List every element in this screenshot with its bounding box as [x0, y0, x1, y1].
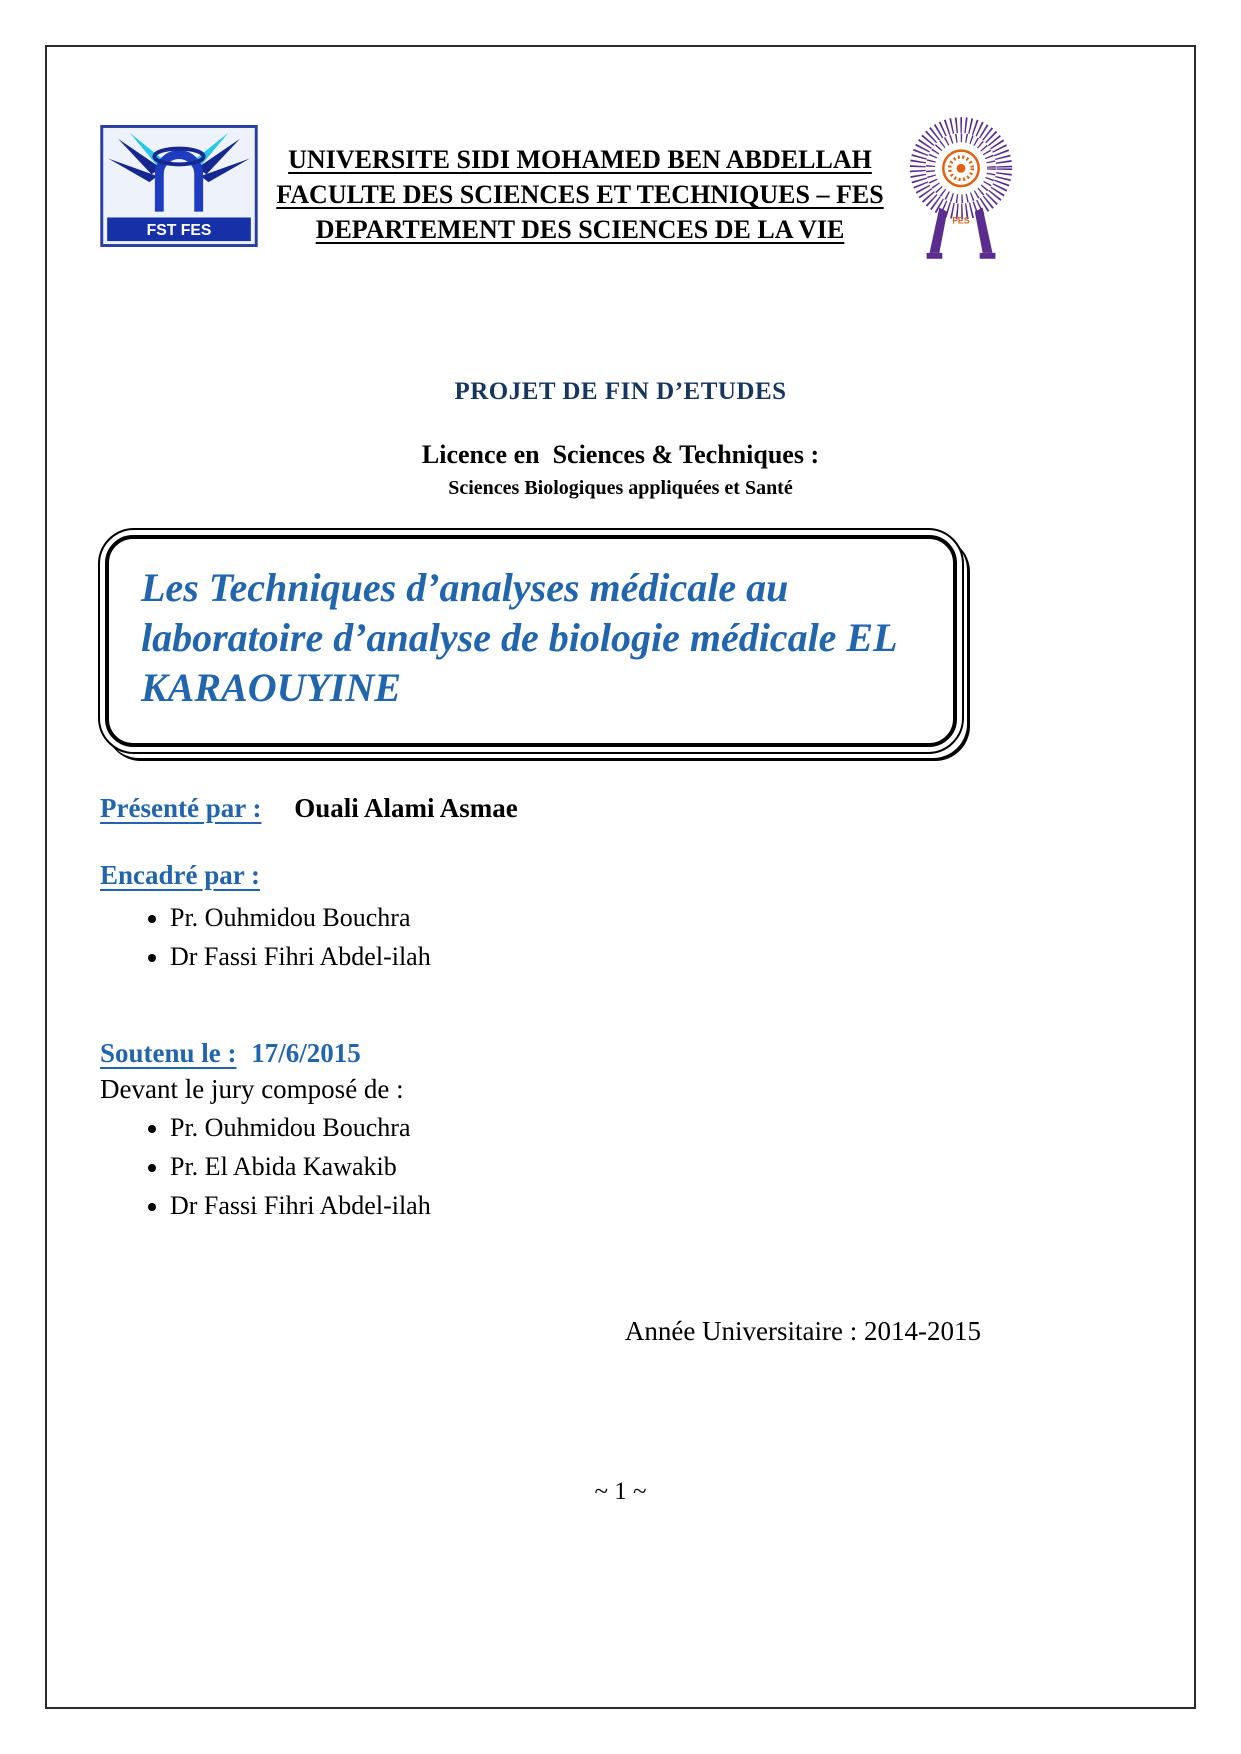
seal-text: FES: [952, 215, 970, 226]
fst-fes-logo-text: FST FES: [146, 222, 212, 240]
presented-by-label: Présenté par :: [100, 793, 262, 823]
project-type-heading: PROJET DE FIN D’ETUDES: [454, 378, 787, 405]
title-box-inner: [105, 535, 957, 747]
department-name: DEPARTEMENT DES SCIENCES DE LA VIE: [315, 215, 845, 244]
document-title: Les Techniques d’analyses médicale au laboratoire d’analyse de biologie médicale EL KARAOUYINE: [141, 565, 897, 710]
jury-member-item: • Pr. Ouhmidou Bouchra: [170, 1108, 431, 1147]
university-name: UNIVERSITE SIDI MOHAMED BEN ABDELLAH: [288, 145, 872, 174]
supervised-by-label: Encadré par :: [100, 860, 260, 890]
jury-list: [128, 1108, 431, 1225]
title-box: [98, 528, 964, 754]
defense-date-row: [100, 1038, 361, 1069]
author-name: Ouali Alami Asmae: [294, 793, 518, 823]
fst-fes-logo-icon: [100, 125, 258, 247]
defense-date-value: 17/6/2015: [251, 1038, 361, 1068]
academic-year: Année Universitaire : 2014-2015: [624, 1316, 981, 1346]
university-header: [262, 142, 898, 247]
degree-line: Licence en Sciences & Techniques :: [421, 440, 820, 469]
jury-intro-line: Devant le jury composé de :: [100, 1074, 404, 1104]
jury-member-item: • Pr. El Abida Kawakib: [170, 1147, 431, 1186]
presented-by-row: [100, 793, 518, 824]
supervised-by-row: [100, 860, 260, 891]
supervisors-list: [128, 898, 431, 976]
university-seal-icon: [902, 112, 1020, 262]
degree-specialty-line: Sciences Biologiques appliquées et Santé: [448, 477, 793, 499]
supervisor-item: • Pr. Ouhmidou Bouchra: [170, 898, 431, 937]
jury-member-item: • Dr Fassi Fihri Abdel-ilah: [170, 1186, 431, 1225]
page-number: ~ 1 ~: [594, 1478, 647, 1505]
defense-date-label: Soutenu le :: [100, 1038, 237, 1068]
university-seal-logo: [902, 112, 1020, 262]
fst-fes-logo: [100, 125, 258, 247]
supervisor-item: • Dr Fassi Fihri Abdel-ilah: [170, 937, 431, 976]
faculty-name: FACULTE DES SCIENCES ET TECHNIQUES – FES: [276, 180, 884, 209]
